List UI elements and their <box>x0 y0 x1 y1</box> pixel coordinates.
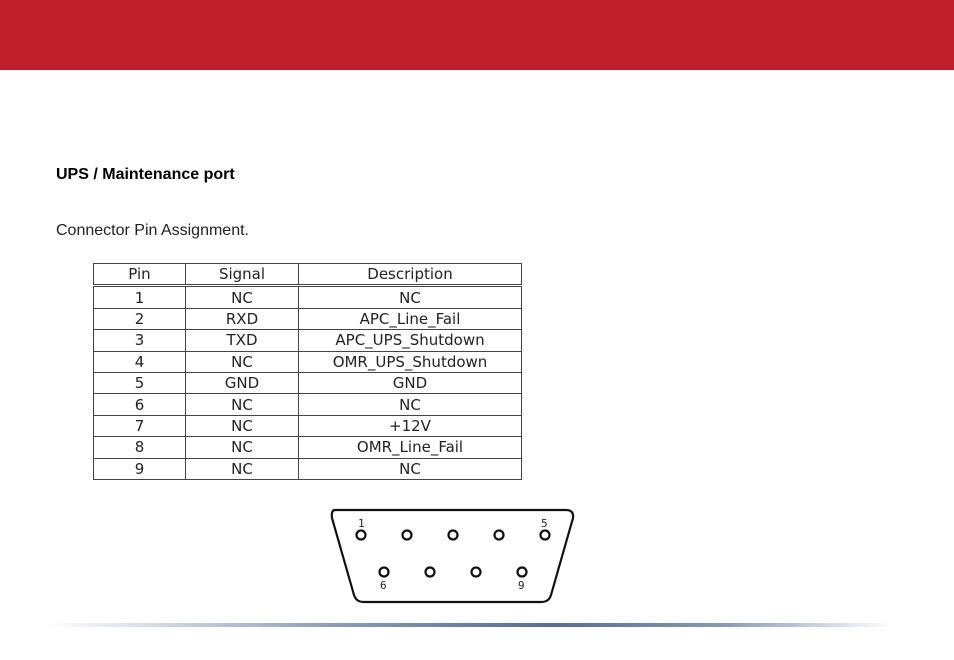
db9-connector-diagram <box>328 502 578 606</box>
pin-hole-8 <box>472 568 481 577</box>
cell-pin: 1 <box>94 286 186 308</box>
pin-hole-1 <box>357 531 366 540</box>
cell-signal: RXD <box>186 308 299 329</box>
table-row <box>94 458 522 479</box>
cell-pin: 8 <box>94 437 186 458</box>
cell-pin: 4 <box>94 351 186 372</box>
pin-hole-3 <box>449 531 458 540</box>
cell-signal: NC <box>186 394 299 415</box>
section-subtitle: Connector Pin Assignment. <box>56 222 249 239</box>
table-row <box>94 372 522 393</box>
table-row <box>94 286 522 308</box>
pin-hole-6 <box>380 568 389 577</box>
column-header-signal: Signal <box>186 264 299 286</box>
cell-signal: TXD <box>186 330 299 351</box>
cell-signal: GND <box>186 372 299 393</box>
column-header-pin: Pin <box>94 264 186 286</box>
table-row <box>94 308 522 329</box>
cell-description: APC_UPS_Shutdown <box>299 330 522 351</box>
cell-signal: NC <box>186 437 299 458</box>
pin-label-6: 6 <box>380 579 387 592</box>
pin-hole-2 <box>403 531 412 540</box>
cell-pin: 6 <box>94 394 186 415</box>
table-row <box>94 394 522 415</box>
cell-signal: NC <box>186 458 299 479</box>
cell-description: GND <box>299 372 522 393</box>
pin-label-5: 5 <box>541 517 548 530</box>
section-title: UPS / Maintenance port <box>56 166 235 183</box>
cell-signal: NC <box>186 415 299 436</box>
cell-description: NC <box>299 458 522 479</box>
pin-label-1: 1 <box>358 517 365 530</box>
cell-description: OMR_UPS_Shutdown <box>299 351 522 372</box>
table-header-row <box>94 264 522 286</box>
cell-signal: NC <box>186 286 299 308</box>
table-row <box>94 351 522 372</box>
header-band <box>0 0 954 70</box>
cell-description: +12V <box>299 415 522 436</box>
cell-signal: NC <box>186 351 299 372</box>
table-row <box>94 437 522 458</box>
cell-pin: 3 <box>94 330 186 351</box>
cell-pin: 5 <box>94 372 186 393</box>
cell-description: NC <box>299 394 522 415</box>
table-row <box>94 415 522 436</box>
connector-shell <box>332 510 573 602</box>
cell-pin: 9 <box>94 458 186 479</box>
table-row <box>94 330 522 351</box>
footer-divider <box>45 623 893 627</box>
cell-description: NC <box>299 286 522 308</box>
pin-hole-5 <box>541 531 550 540</box>
cell-description: OMR_Line_Fail <box>299 437 522 458</box>
cell-description: APC_Line_Fail <box>299 308 522 329</box>
pin-hole-4 <box>495 531 504 540</box>
pin-hole-9 <box>518 568 527 577</box>
pin-label-9: 9 <box>518 579 525 592</box>
column-header-description: Description <box>299 264 522 286</box>
cell-pin: 2 <box>94 308 186 329</box>
pin-hole-7 <box>426 568 435 577</box>
cell-pin: 7 <box>94 415 186 436</box>
pin-assignment-table <box>93 263 522 480</box>
